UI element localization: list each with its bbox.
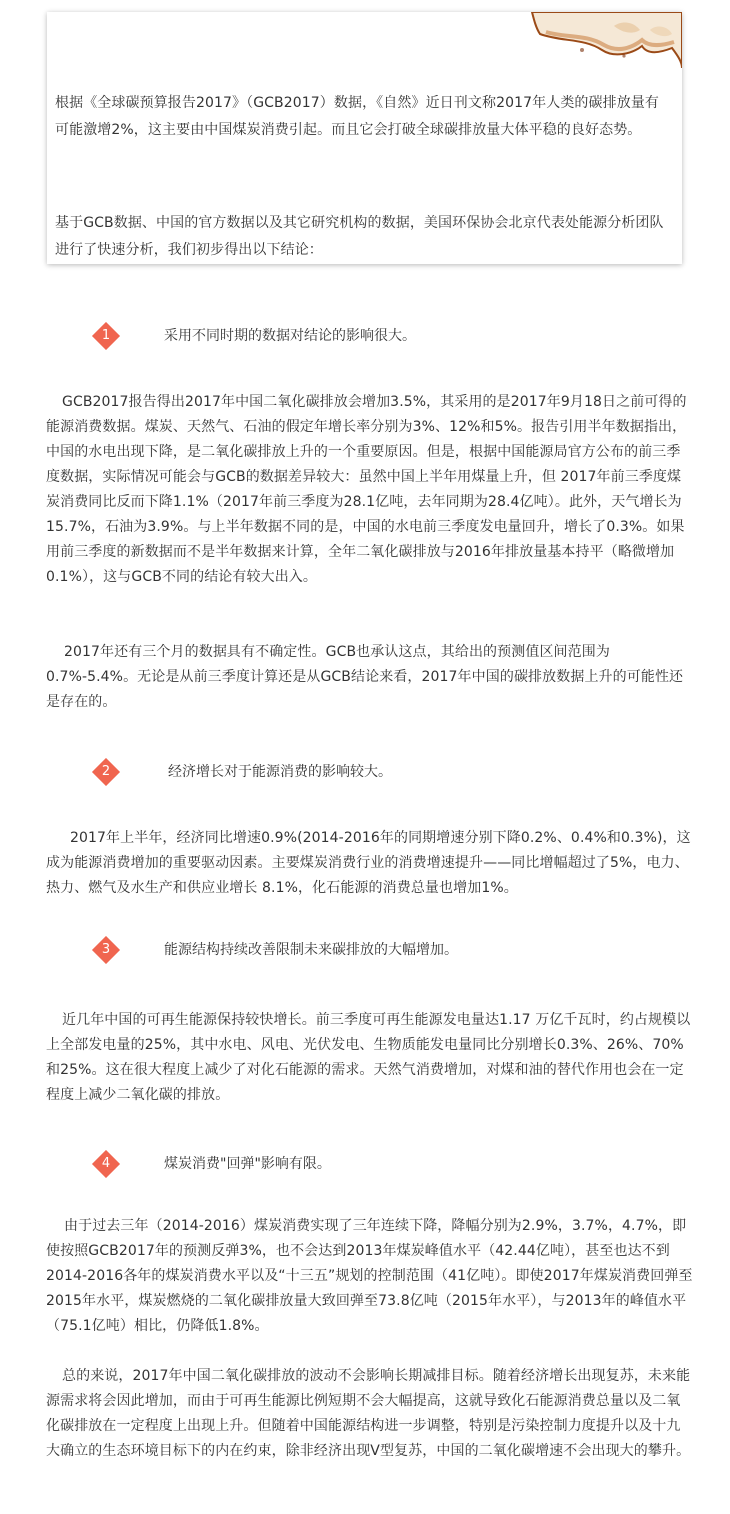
intro-paragraph-1: 根据《全球碳预算报告2017》（GCB2017）数据，《自然》近日刊文称2017年人类的碳排放量有可能激增2%，这主要由中国煤炭消费引起。而且它会打破全球碳排放量大体平稳的良好态势。 (55, 95, 660, 138)
section-number: 1 (101, 328, 111, 343)
body-paragraph: 总的来说，2017年中国二氧化碳排放的波动不会影响长期减排目标。随着经济增长出现复苏，未来能源需求将会因此增加，而由于可再生能源比例短期不会大幅提高，这就导致化石能源消费总量以及二氧化碳排放在一定程度上出现上升。但随着中国能源结构进一步调整，特别是污染控制力度提升以及十九大确立的生态环境目标下的内在约束，除非经济出现V型复苏，中国的二氧化碳增速不会出现大的攀升。 (46, 1368, 691, 1459)
section-title: 经济增长对于能源消费的影响较大。 (168, 764, 392, 780)
intro-card (47, 12, 682, 264)
body-paragraph: 2017年上半年，经济同比增速0.9%(2014-2016年的同期增速分别下降0.2%、0.4%和0.3%)，这成为能源消费增加的重要驱动因素。主要煤炭消费行业的消费增速提升——同比增幅超过了5%，电力、热力、燃气及水生产和供应业增长 8.1%，化石能源的消费总量也增加1%。 (46, 830, 691, 896)
burnt-paper-corner-decoration (522, 12, 682, 102)
intro-paragraph-2: 基于GCB数据、中国的官方数据以及其它研究机构的数据，美国环保协会北京代表处能源分析团队进行了快速分析，我们初步得出以下结论： (55, 215, 664, 258)
section-title: 采用不同时期的数据对结论的影响很大。 (164, 328, 416, 344)
section-title: 煤炭消费"回弹"影响有限。 (164, 1156, 331, 1172)
section-number: 3 (101, 942, 111, 957)
body-paragraph: 由于过去三年（2014-2016）煤炭消费实现了三年连续下降，降幅分别为2.9%，3.7%，4.7%，即使按照GCB2017年的预测反弹3%，也不会达到2013年煤炭峰值水平（42.44亿吨），甚至也达不到2014-2016各年的煤炭消费水平以及“十三五”规划的控制范围（41亿吨）。即使2017年煤炭消费回弹至2015年水平，煤炭燃烧的二氧化碳排放量大致回弹至73.8亿吨（2015年水平），与2013年的峰值水平（75.1亿吨）相比，仍降低1.8%。 (46, 1218, 693, 1334)
body-paragraph: 近几年中国的可再生能源保持较快增长。前三季度可再生能源发电量达1.17 万亿千瓦时，约占规模以上全部发电量的25%，其中水电、风电、光伏发电、生物质能发电量同比分别增长0.3%、26%、70%和25%。这在很大程度上减少了对化石能源的需求。天然气消费增加，对煤和油的替代作用也会在一定程度上减少二氧化碳的排放。 (46, 1012, 691, 1103)
section-title: 能源结构持续改善限制未来碳排放的大幅增加。 (164, 942, 458, 958)
body-paragraph: 2017年还有三个月的数据具有不确定性。GCB也承认这点，其给出的预测值区间范围为0.7%-5.4%。无论是从前三季度计算还是从GCB结论来看，2017年中国的碳排放数据上升的可能性还是存在的。 (46, 644, 684, 710)
section-heading-3 (78, 932, 518, 968)
section-heading-2 (78, 754, 498, 790)
section-heading-1 (78, 318, 498, 354)
body-paragraph: GCB2017报告得出2017年中国二氧化碳排放会增加3.5%，其采用的是2017年9月18日之前可得的能源消费数据。煤炭、天然气、石油的假定年增长率分别为3%、12%和5%。报告引用半年数据指出，中国的水电出现下降，是二氧化碳排放上升的一个重要原因。但是，根据中国能源局官方公布的前三季度数据，实际情况可能会与GCB的数据差异较大：虽然中国上半年用煤量上升，但 2017年前三季度煤炭消费同比反而下降1.1%（2017年前三季度为28.1亿吨，去年同期为28.4亿吨）。此外，天气增长为15.7%，石油为3.9%。与上半年数据不同的是，中国的水电前三季度发电量回升，增长了0.3%。如果用前三季度的新数据而不是半年数据来计算，全年二氧化碳排放与2016年排放量基本持平（略微增加0.1%），这与GCB不同的结论有较大出入。 (46, 394, 687, 585)
section-heading-4 (78, 1146, 498, 1182)
section-number: 2 (101, 764, 111, 779)
section-number: 4 (101, 1156, 111, 1171)
